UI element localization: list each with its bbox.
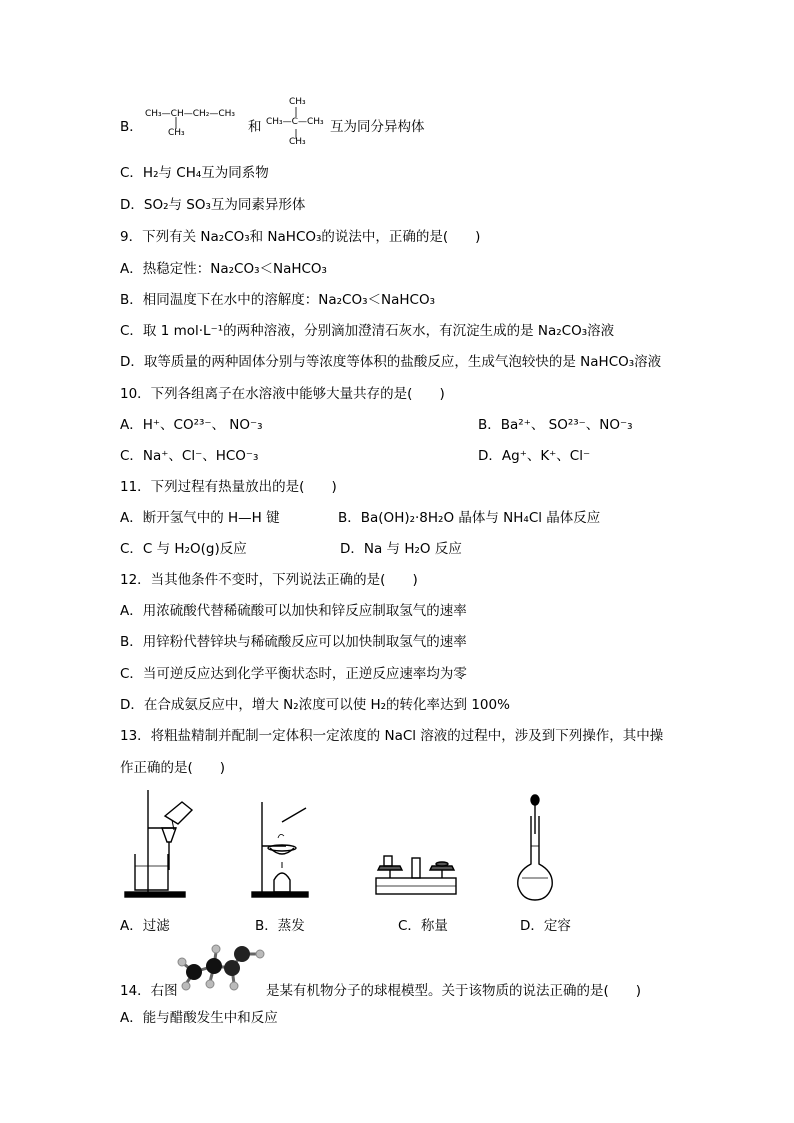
- q14-option-a: A．能与醋酸发生中和反应: [120, 1010, 278, 1026]
- volumetric-flask-image: [510, 794, 560, 906]
- q11-option-c: C．C 与 H₂O(g)反应: [120, 541, 247, 557]
- q9-option-a: A．热稳定性：Na₂CO₃＜NaHCO₃: [120, 261, 327, 277]
- balance-image: [372, 840, 462, 900]
- q8-option-d: D．SO₂与 SO₃互为同素异形体: [120, 197, 306, 213]
- q10-option-d: D．Ag⁺、K⁺、Cl⁻: [478, 448, 591, 464]
- q8-b-molecule2-bonds: [294, 107, 298, 143]
- q10-stem: 10．下列各组离子在水溶液中能够大量共存的是( ): [120, 386, 445, 402]
- q8-option-b-prefix: B．: [120, 119, 143, 135]
- ball-and-stick-model-image: [170, 942, 266, 996]
- q13-stem-line2: 作正确的是( ): [120, 760, 226, 776]
- q14-stem-prefix: 14．右图: [120, 983, 178, 999]
- q11-stem: 11．下列过程有热量放出的是( ): [120, 479, 337, 495]
- q10-option-a: A．H⁺、CO²³⁻、 NO⁻₃: [120, 417, 263, 433]
- q8-b-molecule2-main: CH₃—C—CH₃: [266, 117, 324, 127]
- q8-b-molecule2-bottom: CH₃: [289, 137, 306, 147]
- q13-option-b-label: B．蒸发: [255, 918, 305, 934]
- q12-option-c: C．当可逆反应达到化学平衡状态时，正逆反应速率均为零: [120, 666, 467, 682]
- q12-option-b: B．用锌粉代替锌块与稀硫酸反应可以加快制取氢气的速率: [120, 634, 467, 650]
- q12-stem: 12．当其他条件不变时，下列说法正确的是( ): [120, 572, 418, 588]
- q8-b-molecule1-branch: CH₃: [168, 128, 185, 138]
- q13-option-a-label: A．过滤: [120, 918, 170, 934]
- q9-option-d: D．取等质量的两种固体分别与等浓度等体积的盐酸反应，生成气泡较快的是 NaHCO₃溶液: [120, 354, 662, 370]
- q14-stem-suffix: 是某有机物分子的球棍模型。关于该物质的说法正确的是( ): [266, 983, 642, 999]
- q10-option-b: B．Ba²⁺、 SO²³⁻、NO⁻₃: [478, 417, 633, 433]
- q8-b-molecule1-main: CH₃—CH—CH₂—CH₃: [145, 109, 236, 119]
- q13-option-c-label: C．称量: [398, 918, 448, 934]
- q11-option-a: A．断开氢气中的 H—H 键: [120, 510, 280, 526]
- q9-option-b: B．相同温度下在水中的溶解度：Na₂CO₃＜NaHCO₃: [120, 292, 435, 308]
- q9-option-c: C．取 1 mol·L⁻¹的两种溶液，分别滴加澄清石灰水，有沉淀生成的是 Na₂CO₃溶液: [120, 323, 615, 339]
- q12-option-a: A．用浓硫酸代替稀硫酸可以加快和锌反应制取氢气的速率: [120, 603, 467, 619]
- q8-b-molecule2-top: CH₃: [289, 97, 306, 107]
- q8-b-molecule1-bond: [174, 117, 178, 129]
- q11-option-b: B．Ba(OH)₂·8H₂O 晶体与 NH₄Cl 晶体反应: [338, 510, 601, 526]
- q9-stem: 9．下列有关 Na₂CO₃和 NaHCO₃的说法中，正确的是( ): [120, 229, 481, 245]
- q13-option-d-label: D．定容: [520, 918, 571, 934]
- filtration-apparatus-image: [120, 788, 200, 900]
- q8-b-and: 和: [248, 119, 262, 135]
- q13-stem-line1: 13．将粗盐精制并配制一定体积一定浓度的 NaCl 溶液的过程中，涉及到下列操作，其中操: [120, 728, 664, 744]
- q8-option-c: C．H₂与 CH₄互为同系物: [120, 165, 269, 181]
- q10-option-c: C．Na⁺、Cl⁻、HCO⁻₃: [120, 448, 259, 464]
- q12-option-d: D．在合成氨反应中，增大 N₂浓度可以使 H₂的转化率达到 100%: [120, 697, 510, 713]
- evaporation-apparatus-image: [248, 788, 328, 900]
- q8-b-tail: 互为同分异构体: [330, 119, 425, 135]
- q11-option-d: D．Na 与 H₂O 反应: [340, 541, 462, 557]
